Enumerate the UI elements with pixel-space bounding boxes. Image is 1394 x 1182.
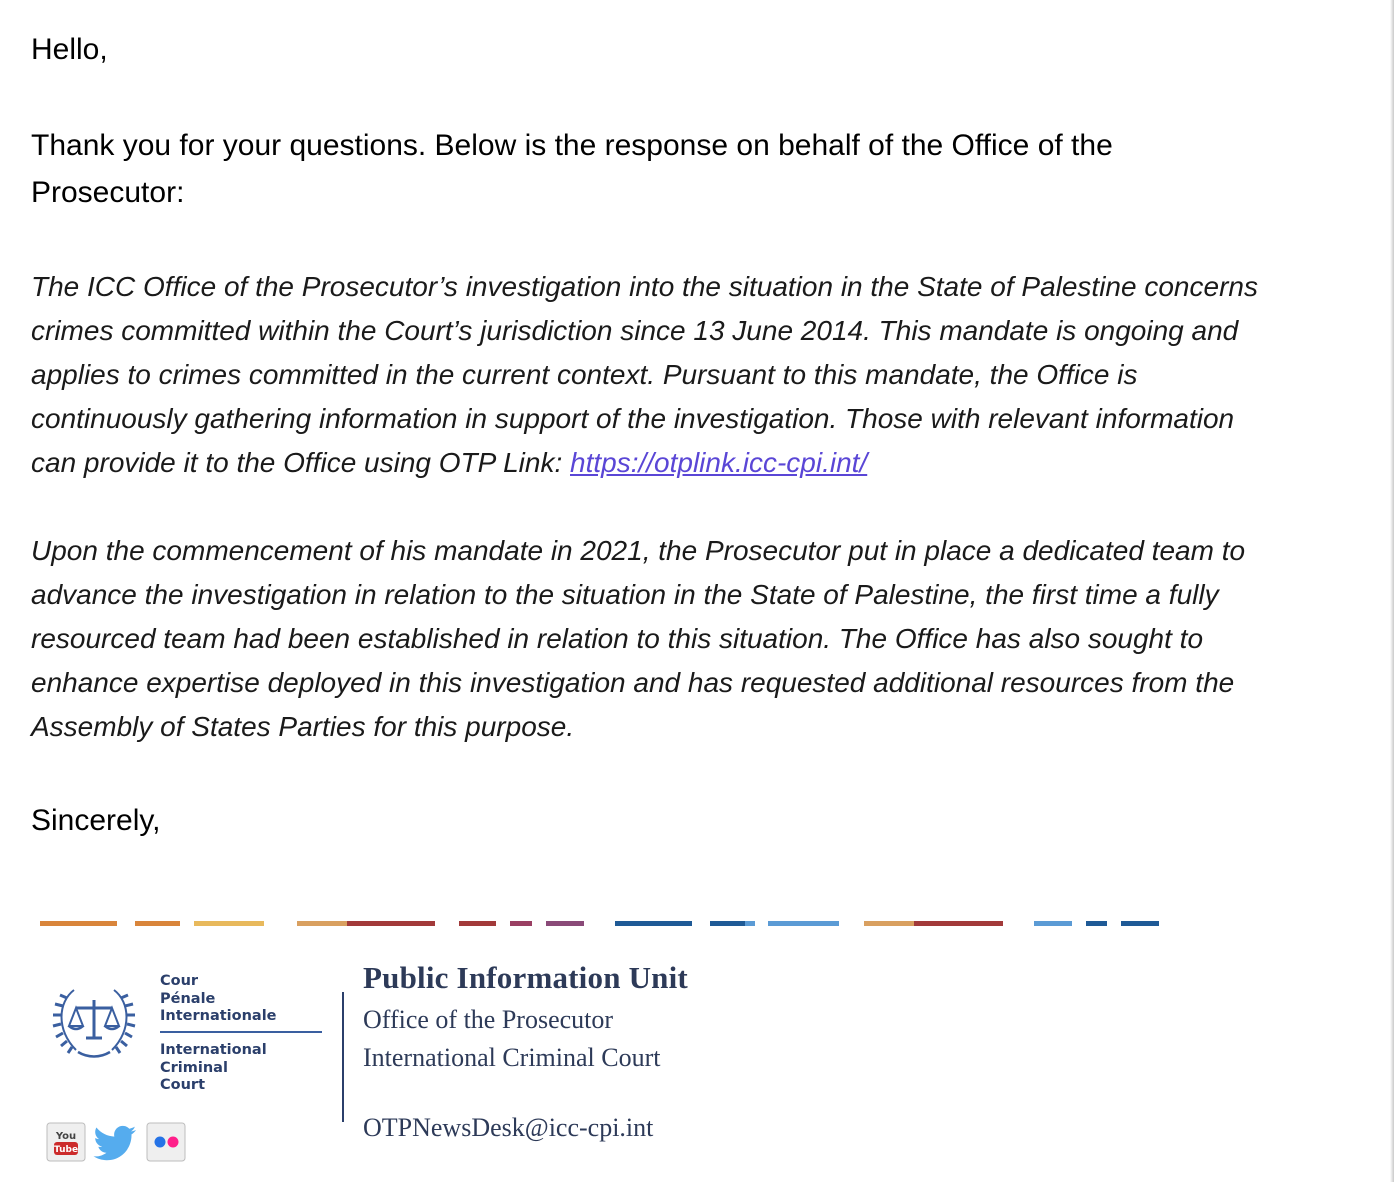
- color-dash: [710, 921, 745, 926]
- color-dash: [1121, 921, 1159, 926]
- color-dash: [510, 921, 532, 926]
- paragraph-line: continuously gathering information in support of the investigation. Those with relevant information: [31, 403, 1235, 434]
- color-dash: [40, 921, 117, 926]
- paragraph-line: Upon the commencement of his mandate in 2021, the Prosecutor put in place a dedicated team to: [31, 535, 1246, 566]
- scales-of-justice-icon: [52, 984, 136, 1062]
- org-name-line: Court: [160, 1077, 206, 1093]
- closing: Sincerely,: [31, 804, 161, 837]
- color-dash: [546, 921, 584, 926]
- twitter-icon[interactable]: [92, 1122, 138, 1164]
- youtube-icon[interactable]: [46, 1122, 86, 1162]
- contact-email[interactable]: OTPNewsDesk@icc-cpi.int: [363, 1113, 654, 1142]
- youtube-you-text: You: [55, 1131, 77, 1142]
- color-dash: [1086, 921, 1107, 926]
- court-name: International Criminal Court: [363, 1043, 661, 1072]
- paragraph-line: enhance expertise deployed in this investigation and has requested additional resources from the: [31, 667, 1235, 698]
- color-dash: [1034, 921, 1072, 926]
- flickr-icon[interactable]: [146, 1122, 186, 1162]
- signature-divider: [342, 992, 344, 1122]
- color-dash: [768, 921, 839, 926]
- paragraph-line: Assembly of States Parties for this purpose.: [31, 711, 575, 742]
- color-dash: [135, 921, 180, 926]
- icc-logo: [52, 968, 332, 1098]
- paragraph-line: [31, 441, 1258, 485]
- office-name: Office of the Prosecutor: [363, 1005, 614, 1034]
- unit-name: Public Information Unit: [363, 960, 688, 995]
- scrollbar-edge[interactable]: [1390, 0, 1394, 1182]
- org-name-line: Cour: [160, 973, 199, 989]
- color-dash: [347, 921, 435, 926]
- greeting: Hello,: [31, 33, 108, 66]
- color-dash: [297, 921, 347, 926]
- color-dash: [864, 921, 914, 926]
- org-name-line: Internationale: [160, 1008, 277, 1024]
- link-prefix: can provide it to the Office using OTP Link:: [31, 447, 570, 478]
- org-name-french: [160, 973, 277, 1026]
- youtube-tube-text: Tube: [53, 1145, 79, 1155]
- paragraph-line: advance the investigation in relation to the situation in the State of Palestine, the first time a fully: [31, 579, 1219, 610]
- otp-link[interactable]: https://otplink.icc-cpi.int/: [570, 447, 868, 478]
- paragraph-line: applies to crimes committed in the current context. Pursuant to this mandate, the Office is: [31, 359, 1138, 390]
- color-dash: [745, 921, 755, 926]
- color-dash: [914, 921, 1003, 926]
- response-paragraph-2: [31, 529, 1245, 749]
- org-name-line: Criminal: [160, 1059, 228, 1076]
- intro-paragraph: [31, 122, 1113, 216]
- org-name-english: [160, 1042, 267, 1095]
- intro-line: Thank you for your questions. Below is the response on behalf of the Office of the: [31, 129, 1113, 162]
- org-name-line: Pénale: [160, 990, 216, 1007]
- paragraph-line: resourced team had been established in relation to this situation. The Office has also sought to: [31, 623, 1204, 654]
- intro-line: Prosecutor:: [31, 176, 185, 209]
- color-dash: [615, 921, 692, 926]
- org-name-line: International: [160, 1042, 267, 1058]
- paragraph-line: The ICC Office of the Prosecutor’s investigation into the situation in the State of Palestine concerns: [31, 271, 1258, 302]
- org-name-divider: [160, 1031, 322, 1033]
- color-dash: [459, 921, 496, 926]
- response-paragraph-1: [31, 265, 1258, 485]
- color-dash: [194, 921, 264, 926]
- paragraph-line: crimes committed within the Court’s jurisdiction since 13 June 2014. This mandate is ongoing and: [31, 315, 1239, 346]
